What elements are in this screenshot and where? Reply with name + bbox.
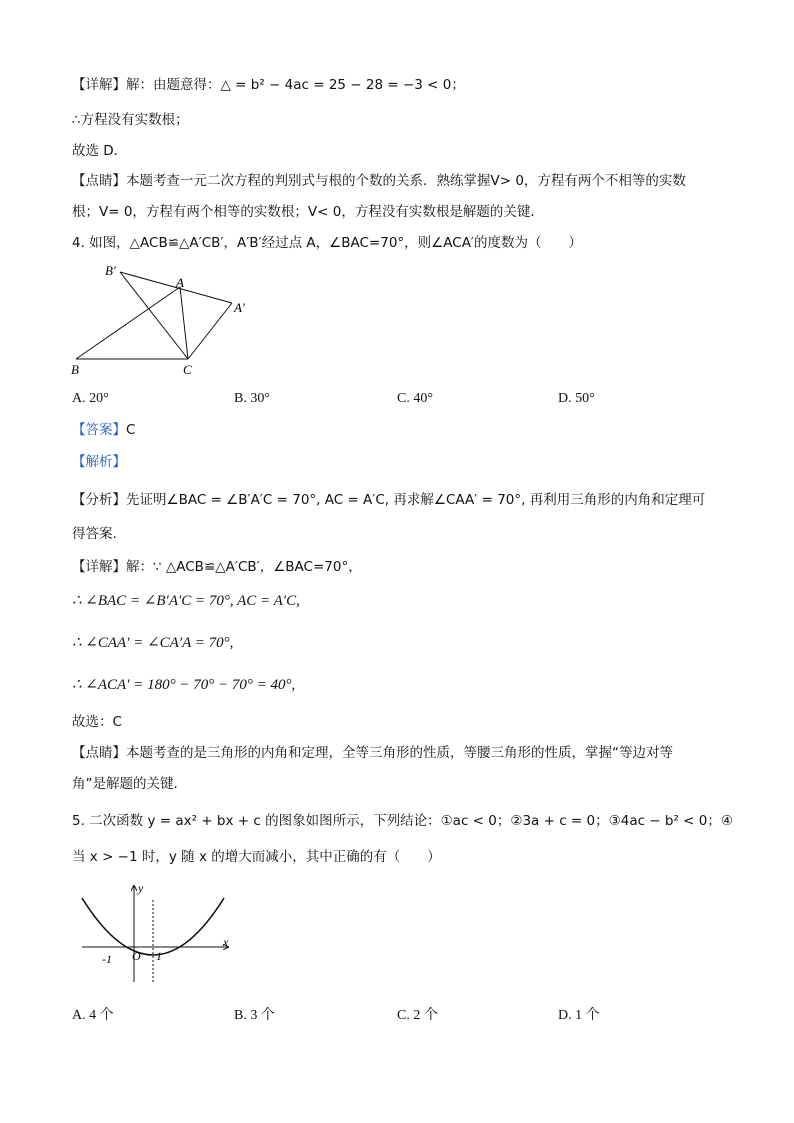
label-origin: O [132, 949, 141, 963]
label-b-prime: B′ [105, 263, 116, 278]
label-neg-one: -1 [102, 952, 112, 966]
q3-detail-line: 【详解】解：由题意得：△ = b² − 4ac = 25 − 28 = −3 < 0； [72, 77, 465, 93]
q4-step3: ∴ ∠ACA′ = 180° − 70° − 70° = 40°, [72, 677, 296, 693]
q4-option-d[interactable]: D. 50° [558, 391, 595, 406]
label-c: C [183, 362, 192, 377]
q4-analysis-line1: 【分析】先证明∠BAC = ∠B′A′C = 70°, AC = A′C, 再求解∠CAA′ = 70°, 再利用三角形的内角和定理可 [72, 492, 706, 508]
segment-b-a [76, 287, 180, 359]
q4-detail-line1: 【详解】解：∵ △ACB≌△A′CB′，∠BAC=70°， [72, 559, 362, 575]
q4-question: 4. 如图，△ACB≌△A′CB′，A′B′经过点 A，∠BAC=70°，则∠ACA′的度数为（ ） [72, 235, 582, 251]
q4-answer-line [72, 421, 135, 439]
segment-aprime-c [188, 303, 232, 359]
q4-answer-tag: 【答案】 [72, 422, 126, 438]
label-one: 1 [156, 949, 162, 963]
label-a: A [176, 275, 184, 290]
q4-option-a[interactable]: A. 20° [72, 391, 109, 406]
q4-step2: ∴ ∠CAA′ = ∠CA′A = 70°, [72, 635, 234, 651]
q4-option-b[interactable]: B. 30° [234, 391, 270, 406]
q4-analysis-tag: 【解析】 [72, 454, 126, 470]
q3-comment-line2: 根；V= 0，方程有两个相等的实数根；V< 0，方程没有实数根是解题的关键． [72, 204, 544, 220]
label-y: y [138, 881, 144, 895]
q3-choice: 故选 D． [72, 143, 128, 159]
q4-step1: ∴ ∠BAC = ∠B′A′C = 70°, AC = A′C, [72, 593, 300, 609]
q5-option-b[interactable]: B. 3 个 [234, 1008, 275, 1023]
q3-comment-line1: 【点睛】本题考查一元二次方程的判别式与根的个数的关系．熟练掌握V> 0，方程有两个不相等的实数 [72, 173, 686, 189]
parabola-curve [82, 898, 224, 955]
q4-analysis-line2: 得答案. [72, 526, 117, 542]
label-a-prime: A′ [234, 300, 245, 315]
segment-a-c [180, 287, 188, 359]
q5-parabola-graph [76, 880, 236, 986]
q5-question-line2: 当 x > −1 时，y 随 x 的增大而减小，其中正确的有（ ） [72, 849, 441, 865]
q5-question-line1: 5. 二次函数 y = ax² + bx + c 的图象如图所示，下列结论：①ac < 0；②3a + c = 0；③4ac − b² < 0；④ [72, 813, 733, 829]
q4-option-c[interactable]: C. 40° [397, 391, 433, 406]
q4-comment-line2: 角”是解题的关键. [72, 776, 178, 792]
label-b: B [71, 362, 79, 377]
q4-answer: C [126, 422, 136, 438]
label-x: x [223, 935, 229, 949]
q4-triangle-figure [68, 262, 258, 380]
q5-option-c[interactable]: C. 2 个 [397, 1008, 438, 1023]
q5-option-d[interactable]: D. 1 个 [558, 1008, 600, 1023]
q5-option-a[interactable]: A. 4 个 [72, 1008, 114, 1023]
q4-comment-line1: 【点睛】本题考查的是三角形的内角和定理，全等三角形的性质，等腰三角形的性质，掌握“等边对等 [72, 745, 673, 761]
q3-conclusion: ∴方程没有实数根； [72, 112, 189, 128]
q4-choice: 故选：C [72, 714, 122, 730]
